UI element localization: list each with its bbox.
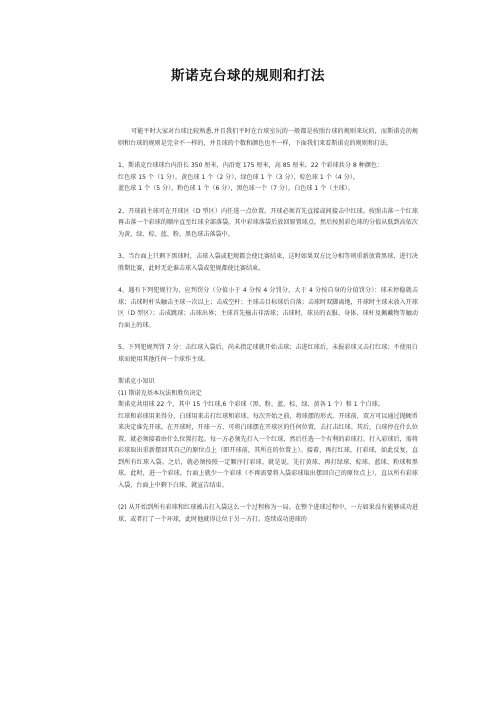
rule-2-paragraph: 2、开球前主球可在开球区（D 型区）内任选一点位置。开球必须首先直接或间接击中红球。按照击落一个红球再击落一个彩球的顺序直至红球全部落袋。其中彩球落袋后放回原置球点。然后按照彩色球的分值从低到高依次为黄、绿、棕、蓝、粉、黑色球击落袋中。 <box>118 207 418 238</box>
document-body <box>118 126 418 536</box>
rule-3-paragraph: 3、当台面上只剩下黑球时，击球入袋或犯规都会使比赛结束，这时如果双方比分相等则重新放置黑球，进行决胜期比赛，此时无论谁击球入袋或犯规都使比赛结束。 <box>118 253 418 272</box>
page-title: 斯诺克台球的规则和打法 <box>171 68 325 84</box>
intro-paragraph: 可能平时大家对台球比较熟悉,并且我们平时在台球室玩的一般都是按照台球的规则来玩的，而斯诺克的规则和台球的规则是完全不一样的，并且球的个数和颜色也不一样，下面我们来看斯诺克的规则和打法。 <box>118 128 418 147</box>
rule-5-paragraph: 5、下列犯规判罚 7 分：击红球入袋后，尚未指定球就开始击球；击进红球后，未报彩球又击打红球；不使用白球而使用其他任何一个球作主球。 <box>118 344 418 363</box>
section-2-paragraph: (2) 从开始到所有彩球和红球被击打入袋这么一个过程称为一局。在整个进球过程中，一方如果没有能够成功进球，或者打了一个坏球，此时他就得让位于另一方打。连续成功进球的 <box>118 504 418 523</box>
rule-4-paragraph: 4、遇有下列犯规行为，应判罚分（分值小于 4 分按 4 分罚分，大于 4 分按自身的分值罚分）：球未停稳就击球；击球时杆头触击主球一次以上；击成空杆；主球击目标球后自落；击球时双脚离地，开球时主球未放入开球区（D 型区）；击成跳球；击球出界；主球首先撞击非活球；击球时，球员的衣服、身体、球杆及佩戴物等触动台面上的球。 <box>118 287 418 329</box>
rule-1-line-2: 红色球 15 个（1 分），黄色球 1 个（2 分），绿色球 1 个（3 分），棕色球 1 个（4 分）， <box>118 173 359 181</box>
section-1-body: 红球和彩球用来得分，白球用来击打红球和彩球。每次开始之前，将球摆的形式。开球前，双方可以通过抛硬币来决定谁先开球。在开球时，开球一方，可将白球摆在开球区的任何位置，去打击红球。其后，白球停在什么位置，就必须接着由什么位置打起。每一方必须先打入一个红球，然后任选一个有利的彩球打。打入彩球后，需将彩球取出重新摆回其自己的原位点上（即开球前，其所在的位置上）。接着，再打红球，打彩球，如此反复，直到所有红球入袋。之后，就必须按照一定顺序打彩球。就是说，先打黄球、再打绿球、棕球、蓝球、粉球和黑球。此时，进一个彩球，台面上就少一个彩球（不再需要将入袋彩球取出摆回自己的原位点上），直以所有彩球入袋，台面上中剩下白球，就宣告结束。 <box>118 412 418 489</box>
section-1-heading: (1) 斯诺克基本玩法和胜负决定 <box>118 389 202 397</box>
section-1-line: 斯诺克共用球 22 个，其中 15 个红球,6 个彩球（黑、粉、蓝、棕、绿、黄各 1 个）和 1 个白球。 <box>118 401 384 408</box>
rule-1-line-3: 蓝色球 1 个（5 分），粉色球 1 个（6 分），黑色球一个（7 分），白色球 1 个（主球）。 <box>118 185 354 192</box>
rule-1-paragraph: 1、斯诺克台球球台内沿长 350 厘米，内沿宽 175 厘米，高 85 厘米。22 个彩球共分 8 种颜色： <box>118 162 384 169</box>
section-title: 斯诺克小知识 <box>118 378 155 385</box>
